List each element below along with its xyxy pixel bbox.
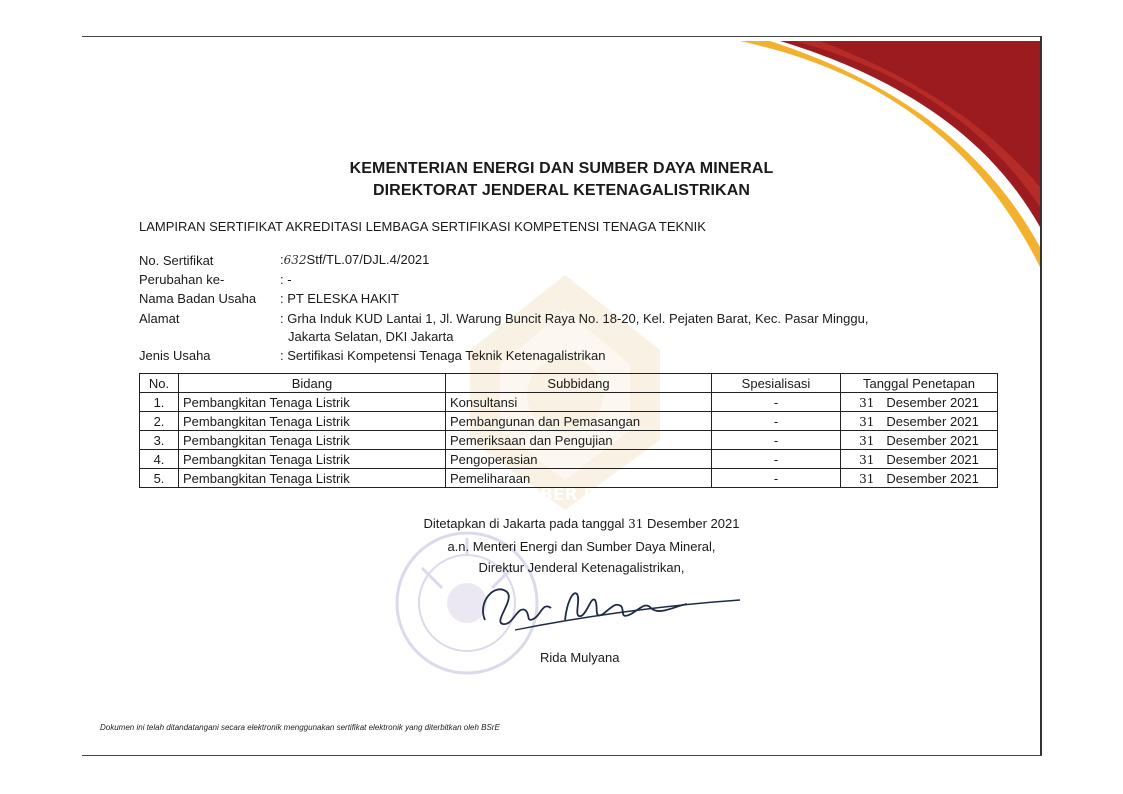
bottom-border-line [82,755,1042,756]
row-spesialisasi: - [712,469,841,488]
table-row [140,393,998,412]
attachment-subtitle: LAMPIRAN SERTIFIKAT AKREDITASI LEMBAGA SERTIFIKASI KOMPETENSI TENAGA TEKNIK [139,219,706,234]
row-tanggal [841,393,998,412]
header-subbidang: Subbidang [446,374,712,393]
header-bidang: Bidang [179,374,446,393]
row-spesialisasi: - [712,450,841,469]
row-subbidang: Pemeliharaan [446,469,712,488]
row-subbidang: Pemeriksaan dan Pengujian [446,431,712,450]
row-spesialisasi: - [712,393,841,412]
handwritten-signature [455,572,745,642]
row-tanggal [841,412,998,431]
business-type-label: Jenis Usaha [139,348,211,363]
signer-title: Direktur Jenderal Ketenagalistrikan, [478,560,685,575]
row-day: 31 [859,433,875,448]
row-tanggal [841,450,998,469]
table-header-row [140,374,998,393]
row-month-year: Desember 2021 [886,413,979,429]
row-bidang: Pembangkitan Tenaga Listrik [179,393,446,412]
row-no: 4. [140,450,179,469]
header-tanggal: Tanggal Penetapan [841,374,998,393]
certificate-number-handwritten: 632 [283,253,307,267]
row-day: 31 [859,452,875,467]
certificate-number-colon: : [280,252,284,267]
table-row [140,469,998,488]
place-date-day: 31 [628,517,644,531]
row-month-year: Desember 2021 [886,394,979,410]
table-row [140,450,998,469]
watermark-text: SUMBER DAYA [496,485,634,505]
row-spesialisasi: - [712,412,841,431]
change-label: Perubahan ke- [139,272,225,287]
row-no: 5. [140,469,179,488]
entity-name-label: Nama Badan Usaha [139,291,257,306]
corner-decoration-icon [740,37,1040,267]
address-line-1: : Grha Induk KUD Lantai 1, Jl. Warung Buncit Raya No. 18-20, Kel. Pejaten Barat, Kec. Pasar Minggu, [280,311,869,326]
row-bidang: Pembangkitan Tenaga Listrik [179,412,446,431]
signer-name: Rida Mulyana [540,650,620,665]
row-day: 31 [859,471,875,486]
place-date-rest: Desember 2021 [646,516,740,531]
row-no: 3. [140,431,179,450]
change-value: : - [280,272,292,287]
place-date-prefix: Ditetapkan di Jakarta pada tanggal [423,516,625,531]
table-row [140,431,998,450]
ministry-heading: KEMENTERIAN ENERGI DAN SUMBER DAYA MINERAL [349,160,774,177]
header-no: No. [140,374,179,393]
row-tanggal [841,469,998,488]
certificate-number-suffix: Stf/TL.07/DJL.4/2021 [306,252,430,267]
table-row [140,412,998,431]
row-bidang: Pembangkitan Tenaga Listrik [179,431,446,450]
right-border-line [1040,36,1042,756]
row-month-year: Desember 2021 [886,432,979,448]
row-day: 31 [859,414,875,429]
row-spesialisasi: - [712,431,841,450]
place-and-date [0,516,1123,531]
address-line-2: Jakarta Selatan, DKI Jakarta [288,329,454,344]
business-type-value: : Sertifikasi Kompetensi Tenaga Teknik Ketenagalistrikan [280,348,606,363]
row-month-year: Desember 2021 [886,451,979,467]
entity-name-value: : PT ELESKA HAKIT [280,291,399,306]
address-label: Alamat [139,311,180,326]
certificate-number-value [280,252,429,267]
row-no: 2. [140,412,179,431]
row-bidang: Pembangkitan Tenaga Listrik [179,469,446,488]
header-spesialisasi: Spesialisasi [712,374,841,393]
row-month-year: Desember 2021 [886,470,979,486]
on-behalf-line: a.n. Menteri Energi dan Sumber Daya Mineral, [447,539,716,554]
row-subbidang: Konsultansi [446,393,712,412]
directorate-heading: DIREKTORAT JENDERAL KETENAGALISTRIKAN [372,182,751,199]
accreditation-table [139,373,998,488]
certificate-number-label: No. Sertifikat [139,253,214,268]
row-subbidang: Pengoperasian [446,450,712,469]
row-day: 31 [859,395,875,410]
electronic-signature-note: Dokumen ini telah ditandatangani secara elektronik menggunakan sertifikat elektronik yang diterbitkan oleh BSrE [100,723,500,732]
row-no: 1. [140,393,179,412]
row-tanggal [841,431,998,450]
row-bidang: Pembangkitan Tenaga Listrik [179,450,446,469]
row-subbidang: Pembangunan dan Pemasangan [446,412,712,431]
